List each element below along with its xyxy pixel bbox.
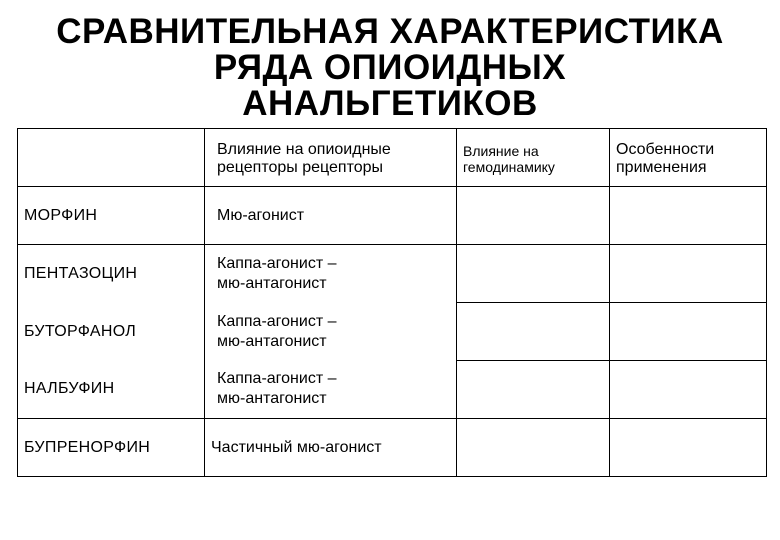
drug-name: БУПРЕНОРФИН	[18, 419, 205, 477]
title-line-1: СРАВНИТЕЛЬНАЯ ХАРАКТЕРИСТИКА	[56, 12, 724, 51]
table-row	[18, 361, 767, 419]
header-receptor-effect: Влияние на опиоидные рецепторы рецепторы	[205, 129, 457, 187]
effect-line-1: Каппа-агонист –	[217, 312, 337, 330]
receptor-effect	[205, 187, 457, 245]
receptor-effect	[205, 245, 457, 303]
hemodynamics-cell	[457, 303, 610, 361]
usage-cell	[610, 245, 767, 303]
hemodynamics-cell	[457, 419, 610, 477]
header-hemodynamics: Влияние на гемодинамику	[457, 129, 610, 187]
table-row	[18, 187, 767, 245]
effect-line-1: Каппа-агонист –	[217, 370, 337, 388]
comparison-table	[17, 128, 767, 477]
effect-line-2: мю-антагонист	[217, 274, 327, 292]
receptor-effect	[205, 361, 457, 419]
title-line-2: РЯДА ОПИОИДНЫХ	[213, 48, 567, 87]
drug-name: НАЛБУФИН	[18, 361, 205, 419]
header-drug-name	[18, 129, 205, 187]
hemodynamics-cell	[457, 361, 610, 419]
table-row	[18, 245, 767, 303]
effect-line-2: мю-антагонист	[217, 332, 327, 350]
usage-cell	[610, 419, 767, 477]
receptor-effect	[205, 419, 457, 477]
drug-name: МОРФИН	[18, 187, 205, 245]
usage-cell	[610, 187, 767, 245]
effect-line-1: Мю-агонист	[217, 206, 305, 224]
receptor-effect	[205, 303, 457, 361]
table-row	[18, 419, 767, 477]
drug-name: БУТОРФАНОЛ	[18, 303, 205, 361]
effect-line-1: Частичный мю-агонист	[211, 438, 382, 456]
effect-line-1: Каппа-агонист –	[217, 254, 337, 272]
page-title	[0, 14, 780, 122]
effect-line-2: мю-антагонист	[217, 390, 327, 408]
title-line-3: АНАЛЬГЕТИКОВ	[242, 84, 538, 123]
usage-cell	[610, 361, 767, 419]
table-header-row	[18, 129, 767, 187]
hemodynamics-cell	[457, 245, 610, 303]
usage-cell	[610, 303, 767, 361]
drug-name: ПЕНТАЗОЦИН	[18, 245, 205, 303]
header-usage-features: Особенности применения	[610, 129, 767, 187]
hemodynamics-cell	[457, 187, 610, 245]
table-row	[18, 303, 767, 361]
